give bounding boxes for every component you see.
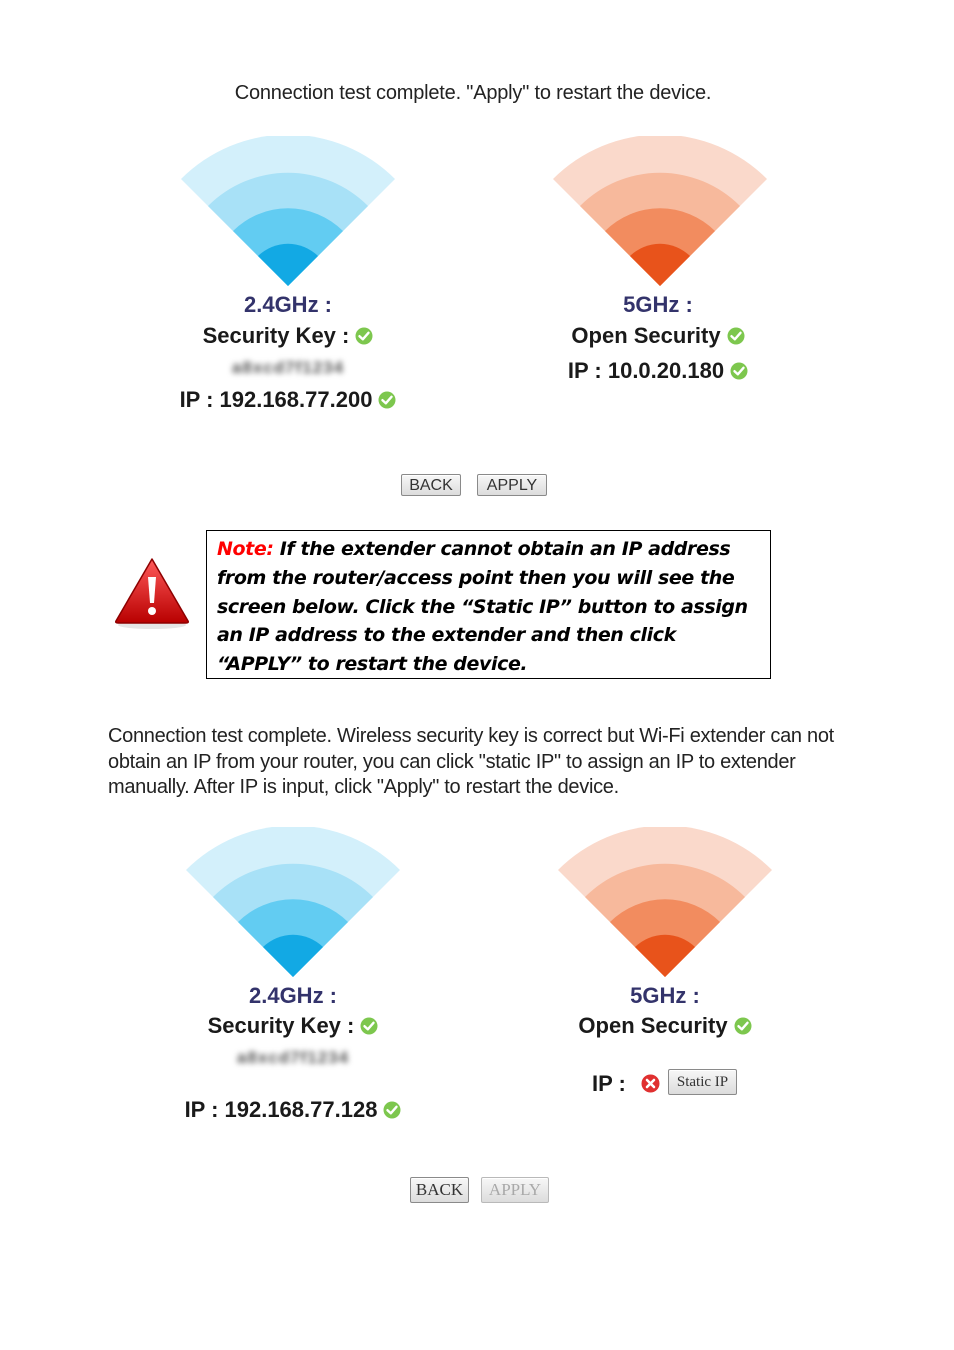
ip-label: IP : <box>592 1071 626 1096</box>
band-label: 5GHz : <box>630 983 700 1008</box>
check-icon <box>727 327 745 345</box>
band-label: 5GHz : <box>623 292 693 317</box>
note-box <box>206 530 771 679</box>
error-icon <box>641 1074 660 1093</box>
ip-address: IP : 192.168.77.200 <box>179 387 373 412</box>
security-key-value: a8xcd7f1234 <box>236 1048 350 1067</box>
note-label: Note: <box>217 538 274 560</box>
band-info-24ghz <box>155 983 431 1123</box>
band-label: 2.4GHz : <box>243 292 333 317</box>
security-key-label: Security Key : <box>202 323 350 348</box>
apply-button-disabled[interactable]: APPLY <box>481 1177 549 1203</box>
check-icon <box>360 1017 378 1035</box>
security-key-value: a8xcd7f1234 <box>231 358 345 377</box>
wifi-24ghz-icon <box>181 136 395 288</box>
open-security-label: Open Security <box>571 323 721 348</box>
check-icon <box>734 1017 752 1035</box>
apply-button[interactable]: APPLY <box>477 474 547 496</box>
check-icon <box>383 1101 401 1119</box>
wifi-24ghz-icon <box>186 827 400 979</box>
check-icon <box>378 391 396 409</box>
wifi-5ghz-icon <box>558 827 772 979</box>
wifi-5ghz-icon <box>553 136 767 288</box>
back-button[interactable]: BACK <box>401 474 461 496</box>
status-message-2: Connection test complete. Wireless security key is correct but Wi-Fi extender can not obtain an IP from your router, you can click "static IP" to assign an IP to extender manually. After IP is input, click "Apply" to restart the device. <box>108 725 834 798</box>
band-info-5ghz <box>527 983 803 1043</box>
check-icon <box>355 327 373 345</box>
open-security-label: Open Security <box>578 1013 728 1038</box>
security-key-label: Security Key : <box>207 1013 355 1038</box>
static-ip-button[interactable]: Static IP <box>668 1069 737 1095</box>
warning-icon <box>113 555 191 633</box>
ip-address: IP : 192.168.77.128 <box>184 1097 378 1122</box>
band-info-24ghz <box>150 292 426 413</box>
note-text: If the extender cannot obtain an IP address from the router/access point then you will see the screen below. Click the “Static IP” button to assign an IP address to the extender and then click “APPLY” to restart the device. <box>217 538 748 676</box>
band-info-5ghz <box>520 292 796 384</box>
check-icon <box>730 362 748 380</box>
status-message-1: Connection test complete. "Apply" to restart the device. <box>234 82 712 104</box>
band-label: 2.4GHz : <box>248 983 338 1008</box>
back-button[interactable]: BACK <box>410 1177 469 1203</box>
ip-address: IP : 10.0.20.180 <box>567 358 725 383</box>
